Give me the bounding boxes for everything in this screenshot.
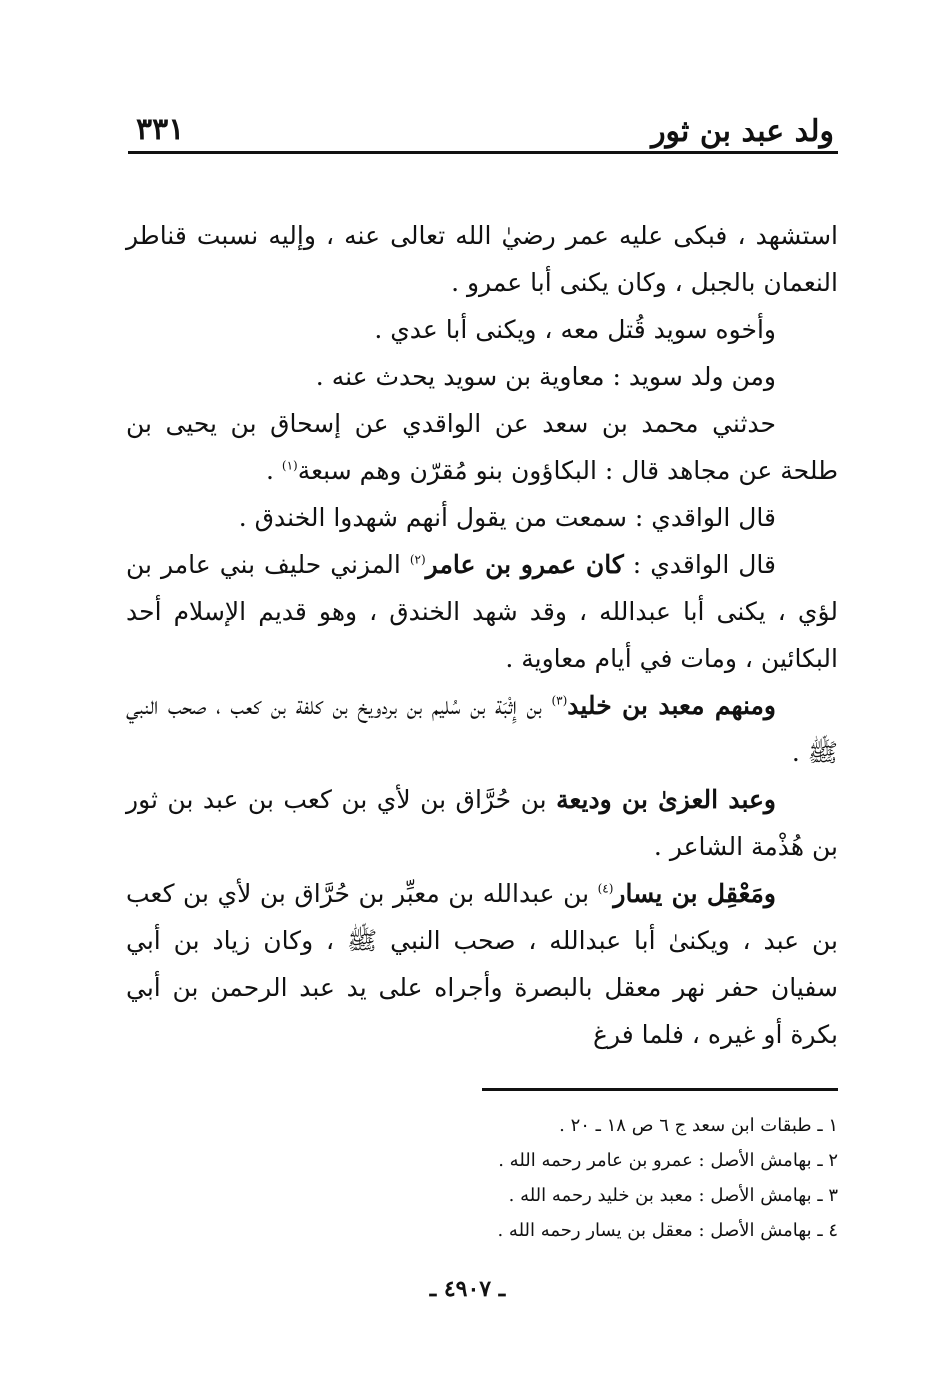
header-title: ولد عبد بن ثور: [651, 114, 834, 149]
header-rule: [128, 151, 838, 154]
paragraph-9-name: ومَعْقِل بن يسار: [613, 879, 776, 908]
footnote-ref-1: (١): [281, 458, 298, 473]
footnote-1: ١ ـ طبقات ابن سعد ج ٦ ص ١٨ ـ ٢٠ .: [559, 1115, 838, 1136]
footnote-ref-4: (٤): [597, 881, 614, 896]
footnote-ref-2: (٢): [409, 552, 426, 567]
paragraph-3: [126, 353, 838, 400]
paragraph-4: [126, 400, 838, 494]
main-text: [126, 212, 838, 1058]
paragraph-5-text: قال الواقدي : سمعت من يقول أنهم شهدوا الخندق .: [238, 503, 776, 532]
paragraph-8-text: بن حُرَّاق بن لأي بن كعب بن عبد بن ثور بن هُذْمة الشاعر .: [126, 785, 838, 861]
paragraph-4-end: .: [265, 456, 282, 485]
paragraph-2: [126, 306, 838, 353]
paragraph-7-text: بن إِثْبَة بن سُليم بن بردويخ بن كلفة بن كعب ، صحب النبي ﷺ .: [126, 691, 838, 767]
footnote-4: ٤ ـ بهامش الأصل : معقل بن يسار رحمه الله .: [497, 1220, 838, 1241]
paragraph-6-lead: قال الواقدي :: [623, 550, 776, 579]
paragraph-2-text: وأخوه سويد قُتل معه ، ويكنى أبا عدي .: [374, 315, 776, 344]
footnote-separator: [482, 1088, 838, 1091]
header-page-number: ٣٣١: [136, 112, 185, 147]
footnote-ref-3: (٣): [551, 693, 568, 708]
paragraph-6: [126, 541, 838, 682]
paragraph-8: [126, 776, 838, 870]
paragraph-9-text: بن عبدالله بن معبِّر بن حُرَّاق بن لأي بن كعب بن عبد ، ويكنىٰ أبا عبدالله ، صحب النبي ﷺ ، وكان زياد بن أبي سفيان حفر نهر معقل بالبصرة وأجراه على يد عبد الرحمن بن أبي بكرة أو غيره ، فلما فرغ: [126, 879, 838, 1049]
paragraph-7-name: ومنهم معبد بن خليد: [567, 691, 776, 720]
paragraph-1-text: استشهد ، فبكى عليه عمر رضيٰ الله تعالى عنه ، وإليه نسبت قناطر النعمان بالجبل ، وكان يكنى أبا عمرو .: [126, 221, 838, 297]
paragraph-4-text: حدثني محمد بن سعد عن الواقدي عن إسحاق بن يحيى بن طلحة عن مجاهد قال : البكاؤون بنو مُقرّن وهم سبعة: [126, 409, 838, 485]
footnotes: [380, 1108, 838, 1248]
folio-number: ـ ٤٩٠٧ ـ: [429, 1276, 506, 1302]
paragraph-5: [126, 494, 838, 541]
paragraph-6-text: المزني حليف بني عامر بن لؤي ، يكنى أبا عبدالله ، وقد شهد الخندق ، وهو قديم الإسلام أحد البكائين ، ومات في أيام معاوية .: [126, 550, 838, 673]
paragraph-7: [126, 682, 838, 776]
paragraph-8-name: وعبد العزىٰ بن وديعة: [556, 785, 776, 814]
footnote-3: ٣ ـ بهامش الأصل : معبد بن خليد رحمه الله .: [508, 1185, 838, 1206]
paragraph-9: [126, 870, 838, 1058]
paragraph-6-name: كان عمرو بن عامر: [425, 550, 624, 579]
footnote-2: ٢ ـ بهامش الأصل : عمرو بن عامر رحمه الله .: [498, 1150, 838, 1171]
paragraph-3-text: ومن ولد سويد : معاوية بن سويد يحدث عنه .: [315, 362, 776, 391]
paragraph-1: [126, 212, 838, 306]
running-header: [128, 92, 838, 154]
